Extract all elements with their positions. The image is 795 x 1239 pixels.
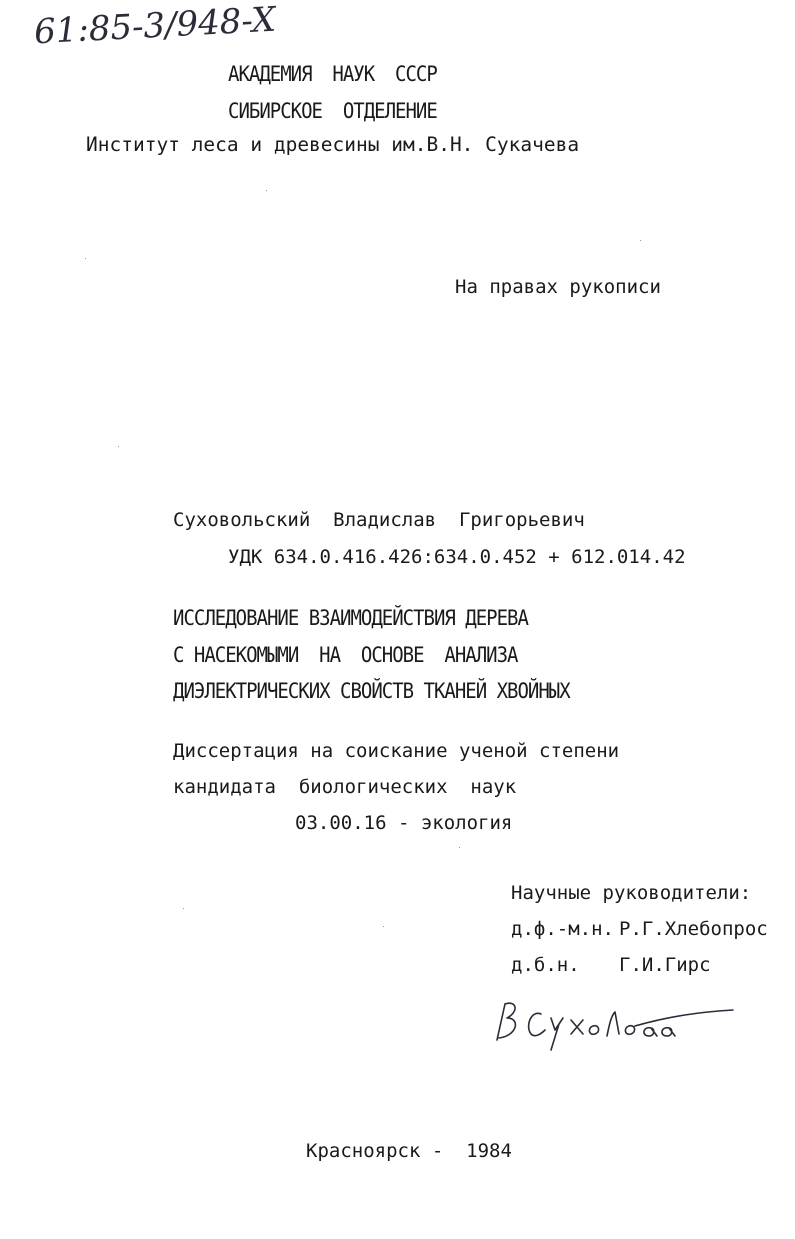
udc-code: УДК 634.0.416.426:634.0.452 + 612.014.42 <box>228 546 686 568</box>
supervisor-2-name: Г.И.Гирс <box>619 954 711 976</box>
title-line-3: ДИЭЛЕКТРИЧЕСКИХ СВОЙСТВ ТКАНЕЙ ХВОЙНЫХ <box>173 679 570 704</box>
scan-speck <box>183 908 184 909</box>
institute-name: Институт леса и древесины им.В.Н. Сукачева <box>86 133 580 156</box>
dissertation-line-2: кандидата биологических наук <box>173 776 517 798</box>
branch-heading: СИБИРСКОЕ ОТДЕЛЕНИЕ <box>228 99 437 124</box>
scan-speck <box>459 847 460 848</box>
city-year: Красноярск - 1984 <box>306 1140 512 1162</box>
scan-speck <box>640 240 641 241</box>
scan-speck <box>118 446 119 447</box>
academy-heading: АКАДЕМИЯ НАУК СССР <box>228 62 437 87</box>
title-line-1: ИССЛЕДОВАНИЕ ВЗАИМОДЕЙСТВИЯ ДЕРЕВА <box>173 606 528 631</box>
supervisor-1-degree: д.ф.-м.н. <box>511 918 614 940</box>
scan-speck <box>266 190 267 191</box>
supervisors-heading: Научные руководители: <box>511 882 752 904</box>
title-line-2: С НАСЕКОМЫМИ НА ОСНОВЕ АНАЛИЗА <box>173 643 518 668</box>
scan-speck <box>383 926 384 927</box>
supervisor-1-name: Р.Г.Хлебопрос <box>619 918 768 940</box>
specialty: 03.00.16 - экология <box>295 812 513 834</box>
author-name: Суховольский Владислав Григорьевич <box>173 509 585 531</box>
scan-speck <box>85 258 86 259</box>
archive-mark: 61:85-3/948-X <box>33 0 277 53</box>
supervisor-2-degree: д.б.н. <box>511 954 580 976</box>
signature <box>485 990 745 1060</box>
dissertation-line-1: Диссертация на соискание ученой степени <box>173 740 620 762</box>
manuscript-note: На правах рукописи <box>455 276 661 298</box>
